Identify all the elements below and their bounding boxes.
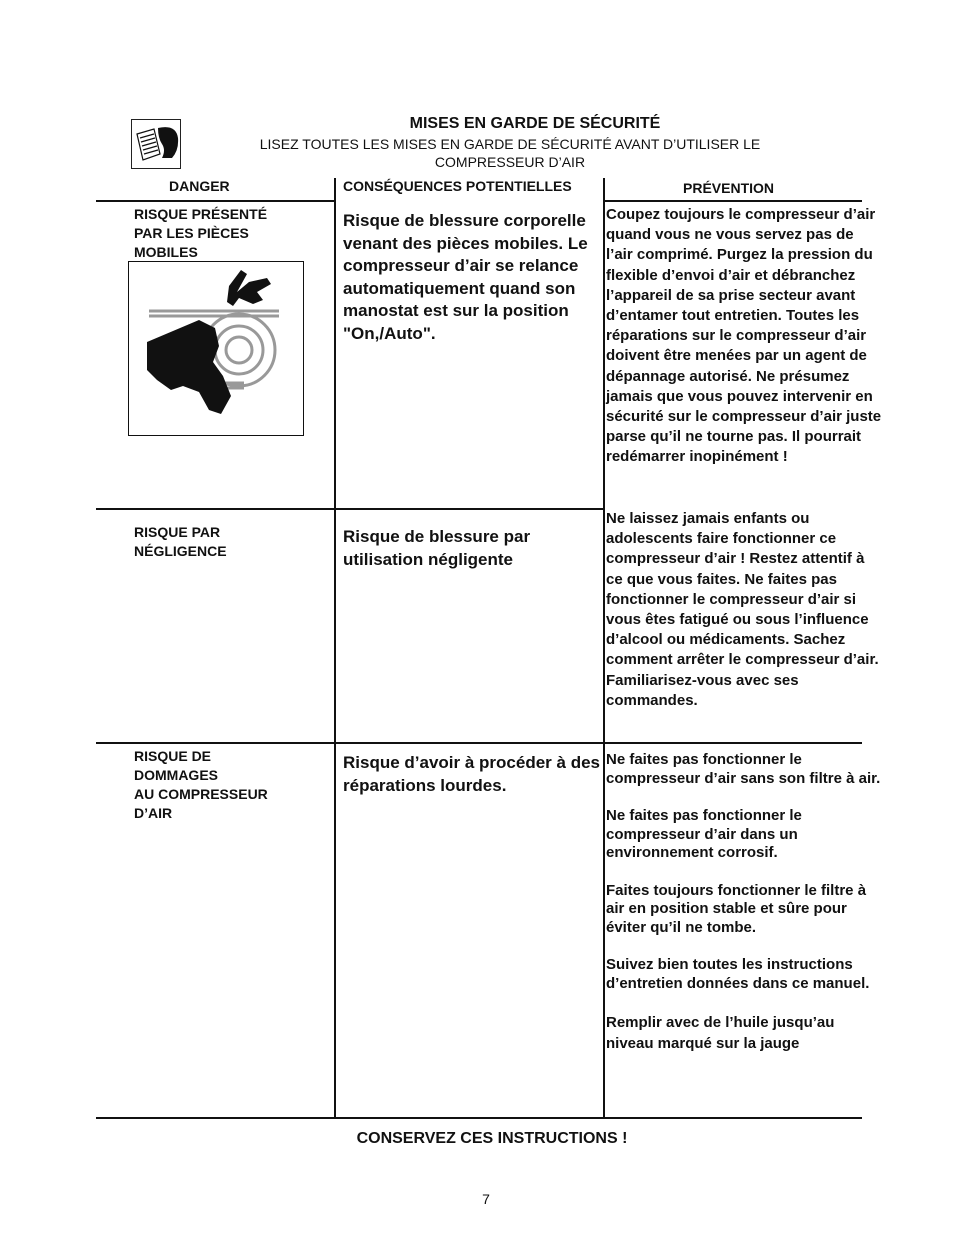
page-subtitle (220, 135, 800, 171)
table-divider-2 (603, 178, 605, 1119)
danger-compressor-damage: RISQUE DE DOMMAGES AU COMPRESSEUR D’AIR (134, 748, 268, 821)
prevention-item: Ne faites pas fonctionner le compresseur d’air sans son filtre à air. (606, 751, 881, 787)
danger-moving-parts: RISQUE PRÉSENTÉ PAR LES PIÈCES MOBILES (134, 206, 268, 260)
prevention-item: Faites toujours fonctionner le filtre à air en position stable et sûre pour éviter qu’il ne tombe. (606, 881, 867, 936)
consequence-compressor-damage: Risque d’avoir à procéder à des réparations lourdes. (343, 753, 600, 795)
danger-negligence: RISQUE PAR NÉGLIGENCE (134, 524, 227, 559)
prevention-item: Ne faites pas fonctionner le compresseur d’air dans un environnement corrosif. (606, 806, 802, 862)
prevention-moving-parts: Coupez toujours le compresseur d’air quand vous ne vous servez pas de l’air comprimé. Purgez la pression du flexible d’envoi d’air et débranchez l’appareil de sa prise secteur avant d’entamer tout entretien. Toutes les réparations sur le compresseur d’air doivent être menées par un agent de dépannage autorisé. Ne présumez jamais que vous pouvez intervenir en sécurité sur le compresseur d’air juste parse qu’il ne tourne pas. Il pourrait redémarrer inopinément ! (606, 206, 882, 466)
consequence-negligence: Risque de blessure par utilisation négligente (343, 527, 531, 569)
table-rule-header (604, 200, 862, 202)
column-header-prevention: PRÉVENTION (683, 180, 775, 196)
prevention-compressor-damage (606, 751, 882, 1073)
page-number: 7 (482, 1191, 490, 1207)
subtitle-line-1: LISEZ TOUTES LES MISES EN GARDE DE SÉCURITÉ AVANT D’UTILISER LE (259, 136, 761, 152)
consequence-moving-parts: Risque de blessure corporelle venant des pièces mobiles. Le compresseur d’air se relance automatiquement quand son manostat est sur la position "On,/Auto". (343, 211, 588, 343)
prevention-negligence: Ne laissez jamais enfants ou adolescents faire fonctionner ce compresseur d’air ! Restez attentif à ce que vous faites. Ne faites pas fonctionner le compresseur d’air si vous êtes fatigué ou sous l’influence d’alcool ou médicaments. Sachez comment arrêter le compresseur d’air. Familiarisez-vous avec ses commandes. (606, 510, 879, 709)
table-rule-bottom (96, 1117, 862, 1119)
column-header-consequences: CONSÉQUENCES POTENTIELLES (343, 178, 572, 194)
table-divider-1 (334, 178, 336, 1119)
subtitle-line-2: COMPRESSEUR D’AIR (434, 154, 586, 170)
table-rule-row-2 (96, 742, 862, 744)
moving-parts-hazard-icon (128, 261, 304, 436)
footer-note: CONSERVEZ CES INSTRUCTIONS ! (356, 1130, 628, 1147)
prevention-item: Suivez bien toutes les instructions d’entretien données dans ce manuel. (606, 956, 870, 992)
column-header-danger: DANGER (169, 178, 230, 194)
page-title: MISES EN GARDE DE SÉCURITÉ (409, 115, 661, 132)
prevention-item: Remplir avec de l’huile jusqu’au niveau marqué sur la jauge (606, 1014, 835, 1053)
table-rule-header-left (96, 200, 336, 202)
table-rule-row-1 (96, 508, 604, 510)
